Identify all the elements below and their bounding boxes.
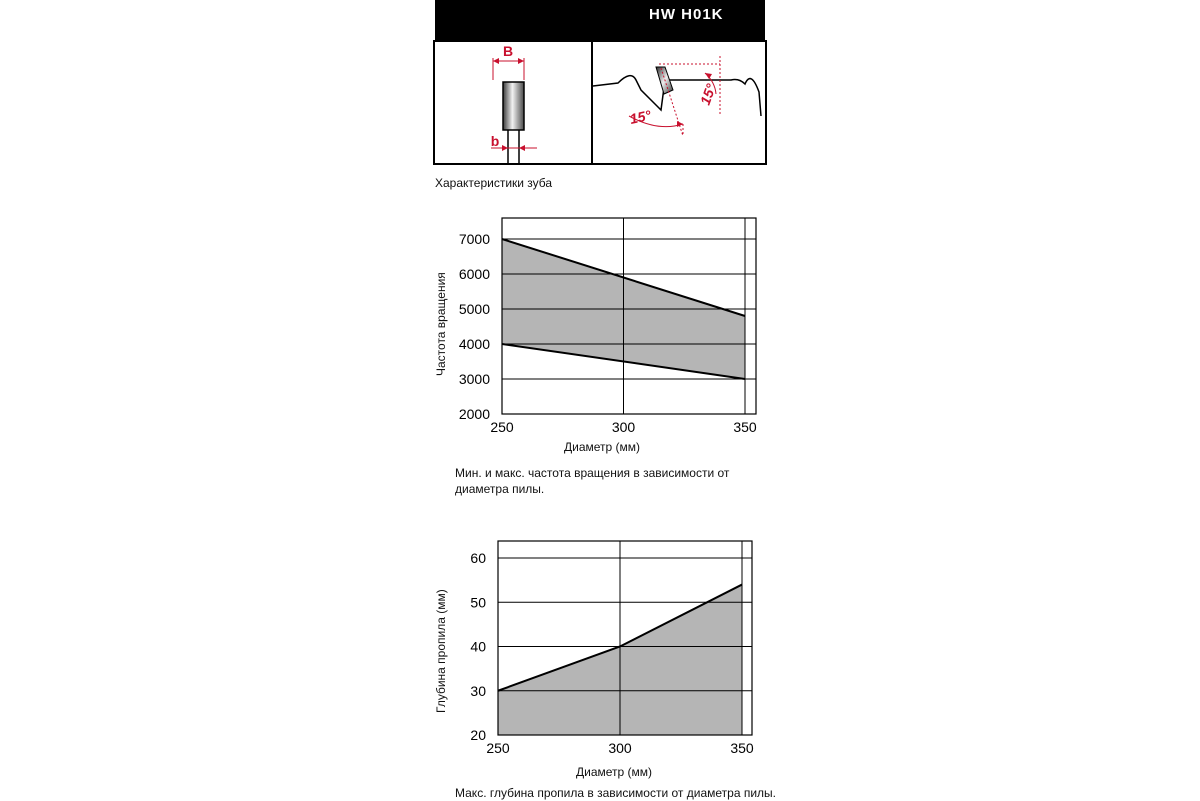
rpm-chart-caption: Мин. и макс. частота вращения в зависимости от диаметра пилы. [455, 466, 730, 496]
kerf-arrow-right [519, 145, 525, 151]
tooth-cross-section [491, 43, 537, 164]
rpm-chart-ytick-label: 7000 [458, 231, 490, 247]
kerf-label: b [490, 133, 500, 149]
rpm-chart-ytick-label: 6000 [458, 266, 490, 282]
rpm-chart-ytick-label: 5000 [458, 301, 490, 317]
depth-chart-xtick-label: 350 [730, 740, 754, 756]
product-header [435, 0, 765, 40]
rpm-chart-ytick-label: 3000 [458, 371, 490, 387]
rpm-chart-xtick-label: 350 [733, 419, 757, 435]
rpm-chart-ytick-label: 4000 [458, 336, 490, 352]
rpm-chart-xlabel: Диаметр (мм) [564, 440, 641, 454]
depth-chart-ytick-label: 20 [470, 727, 486, 743]
depth-chart [430, 535, 780, 765]
tooth-frame [434, 41, 766, 164]
angle-label-1: 15° [628, 106, 653, 127]
angle-label-2: 15° [696, 81, 720, 108]
angle-arc-2-arrow [705, 73, 712, 79]
depth-chart-xlabel: Диаметр (мм) [576, 765, 653, 779]
depth-chart-xtick-label: 300 [608, 740, 632, 756]
rpm-chart-ytick-label: 2000 [458, 406, 490, 422]
rpm-chart-xtick-label: 300 [611, 419, 636, 435]
width-label: B [502, 43, 514, 59]
carbide-tip [503, 82, 524, 130]
depth-chart-caption: Макс. глубина пропила в зависимости от диаметра пилы. [455, 786, 776, 800]
tooth-caption: Характеристики зуба [435, 176, 553, 190]
tooth-diagram [433, 40, 767, 165]
width-arrow-left [493, 58, 499, 64]
product-code: HW H01K [649, 6, 724, 23]
depth-chart-ylabel: Глубина пропила (мм) [434, 589, 448, 713]
blade-outline [593, 76, 761, 116]
depth-chart-ytick-label: 50 [470, 594, 486, 611]
rpm-chart-ylabel: Частота вращения [434, 272, 448, 376]
width-arrow-right [518, 58, 524, 64]
kerf-arrow-left [502, 145, 508, 151]
tooth-angle-view [593, 56, 761, 136]
rpm-chart [430, 210, 780, 450]
rpm-chart-xtick-label: 250 [490, 419, 514, 435]
depth-chart-xtick-label: 250 [486, 740, 510, 756]
depth-chart-ytick-label: 60 [470, 550, 486, 566]
depth-chart-ytick-label: 40 [470, 638, 486, 655]
depth-chart-ytick-label: 30 [470, 682, 486, 699]
